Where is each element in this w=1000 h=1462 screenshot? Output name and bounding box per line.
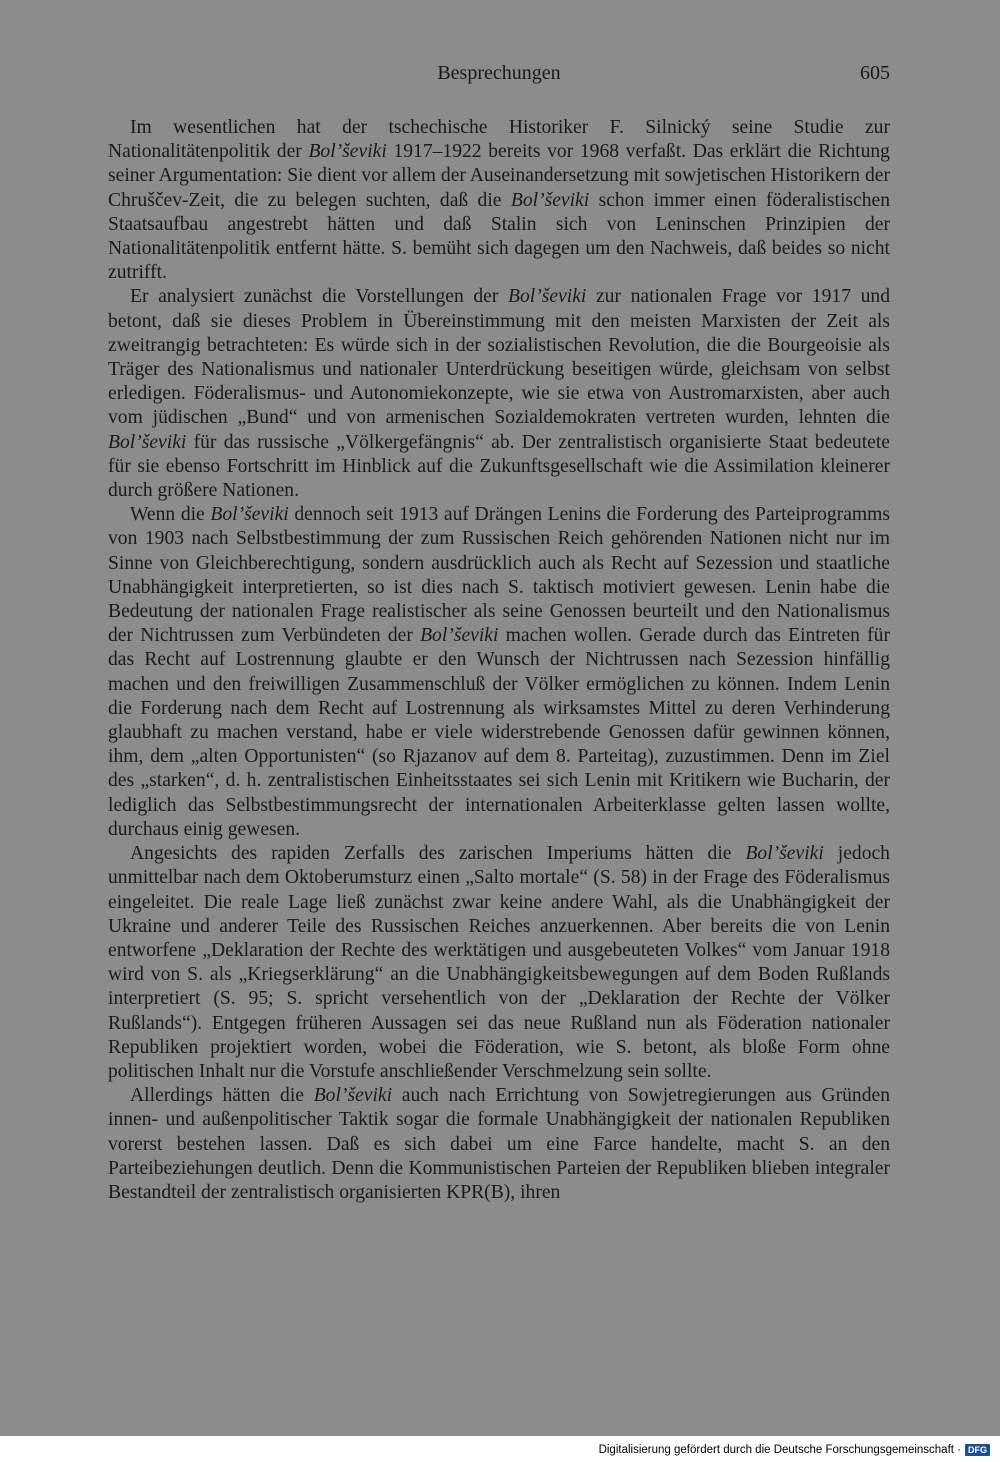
dfg-logo: DFG — [965, 1444, 990, 1456]
text-run: machen wollen. Gerade durch das Eintreten für das Recht auf Lostrennung glaubte er den Wunsch der Nichtrussen nach Sezession hinfällig machen und den freiwilligen Zusammenschluß der Völker ermöglichen zu können. Indem Lenin die Forderung nach dem Recht auf Lostrennung als wirksamstes Mittel zu deren Verhinderung glaubhaft zu machen verstand, habe er viele widerstrebende Genossen dafür gewinnen können, ihm, dem „alten Opportunisten“ (so Rjazanov auf dem 8. Parteitag), zuzustimmen. Denn im Ziel des „starken“, d. h. zentralistischen Einheitsstaates sei sich Lenin mit Kritikern wie Bucharin, der lediglich das Selbstbestimmungsrecht der internationalen Arbeiterklasse gelten lassen wollte, durchaus einig gewesen. — [108, 625, 891, 840]
text-run: Er analysiert zunächst die Vorstellungen der — [130, 286, 509, 308]
running-head: Besprechungen — [437, 62, 561, 84]
page-number: 605 — [860, 62, 890, 84]
paragraph — [108, 1084, 890, 1205]
italic-term: Bol’ševiki — [508, 286, 587, 308]
italic-term: Bol’ševiki — [210, 504, 289, 526]
text-run: Im wesentlichen hat der tschechische Historiker F. Silnický seine Studie zur Nationalitätenpolitik der — [108, 117, 890, 163]
text-run: für das russische „Völkergefängnis“ ab. Der zentralistisch organisierte Staat bedeutete für sie ebenso Fortschritt im Hinblick auf die Zukunftsgesellschaft wie die Assimilation kleinerer durch größere Nationen. — [108, 431, 890, 502]
text-run: Wenn die — [130, 504, 211, 526]
footer-credit — [599, 1444, 990, 1456]
text-run: Angesichts des rapiden Zerfalls des zarischen Imperiums hätten die — [130, 843, 746, 865]
italic-term: Bol’ševiki — [313, 1085, 393, 1107]
italic-term: Bol’ševiki — [420, 625, 499, 647]
page-header — [108, 62, 890, 90]
text-run: schon immer einen föderalistischen Staatsaufbau angestrebt hätten und daß Stalin sich von Leninschen Prinzipien der Nationalitätenpolitik entfernt hätte. S. bemüht sich dagegen um den Nachweis, daß beides so nicht zutrifft. — [108, 189, 890, 284]
italic-term: Bol’ševiki — [510, 189, 590, 211]
paragraph — [108, 116, 890, 285]
text-run: auch nach Errichtung von Sowjetregierungen aus Gründen innen- und außenpolitischer Taktik sogar die formale Unabhängigkeit der nationalen Republiken vorerst bestehen lassen. Daß es sich dabei um eine Farce handelte, macht S. an den Parteibeziehungen deutlich. Denn die Kommunistischen Parteien der Republiken blieben integraler Bestandteil der zentralistisch organisierten KPR(B), ihren — [108, 1085, 890, 1203]
paragraph — [108, 842, 890, 1084]
paragraph — [108, 285, 890, 503]
text-run: dennoch seit 1913 auf Drängen Lenins die Forderung des Parteiprogramms von 1903 nach Selbstbestimmung der zum Russischen Reich gehörenden Nationen nicht nur im Sinne von Gleichberechtigung, sondern ausdrücklich auch als Recht auf Sezession und staatliche Unabhängigkeit interpretierten, so ist dies nach S. taktisch motiviert gewesen. Lenin habe die Bedeutung der nationalen Frage realistischer als seine Genossen beurteilt und den Nationalismus der Nichtrussen zum Verbündeten der — [108, 504, 890, 647]
text-run: zur nationalen Frage vor 1917 und betont, daß sie dieses Problem in Übereinstimmung mit den meisten Marxisten der Zeit als zweitrangig betrachteten: Es würde sich in der sozialistischen Revolution, die die Bourgeoisie als Träger des Nationalismus und nationaler Unterdrückung beseitigen würde, gleichsam von selbst erledigen. Föderalismus- und Autonomiekonzepte, wie sie etwa von Austromarxisten, aber auch vom jüdischen „Bund“ und von armenischen Sozialdemokraten vertreten wurden, lehnten die — [108, 286, 891, 429]
footer-credit-text: Digitalisierung gefördert durch die Deutsche Forschungsgemeinschaft · — [598, 1444, 961, 1456]
italic-term: Bol’ševiki — [308, 141, 387, 163]
text-run: 1917–1922 bereits vor 1968 verfaßt. Das erklärt die Richtung seiner Argumentation: Sie dient vor allem der Auseinandersetzung mit sowjetischen Historikern der Chruščev-Zeit, die zu belegen suchten, daß die — [108, 141, 890, 211]
text-run: Allerdings hätten die — [130, 1085, 314, 1107]
italic-term: Bol’ševiki — [745, 843, 824, 865]
digitization-footer — [0, 1436, 1000, 1462]
text-run: jedoch unmittelbar nach dem Oktoberumsturz einen „Salto mortale“ (S. 58) in der Frage des Föderalismus eingeleitet. Die reale Lage ließ zunächst zwar keine andere Wahl, als die Unabhängigkeit der Ukraine und anderer Teile des Russischen Reiches anzuerkennen. Aber bereits die von Lenin entworfene „Deklaration der Rechte des werktätigen und ausgebeuteten Volkes“ vom Januar 1918 wird von S. als „Kriegserklärung“ an die Unabhängigkeitsbewegungen auf dem Boden Rußlands interpretiert (S. 95; S. spricht versehentlich von der „Deklaration der Rechte der Völker Rußlands“). Entgegen früheren Aussagen sei das neue Rußland nun als Föderation nationaler Republiken projektiert worden, wobei die Föderation, wie S. betont, als bloße Form ohne politischen Inhalt nur die Vorstufe anschließender Verschmelzung sein sollte. — [108, 843, 890, 1082]
italic-term: Bol’ševiki — [108, 431, 187, 453]
paragraph — [108, 503, 890, 842]
article-body — [108, 116, 890, 1205]
